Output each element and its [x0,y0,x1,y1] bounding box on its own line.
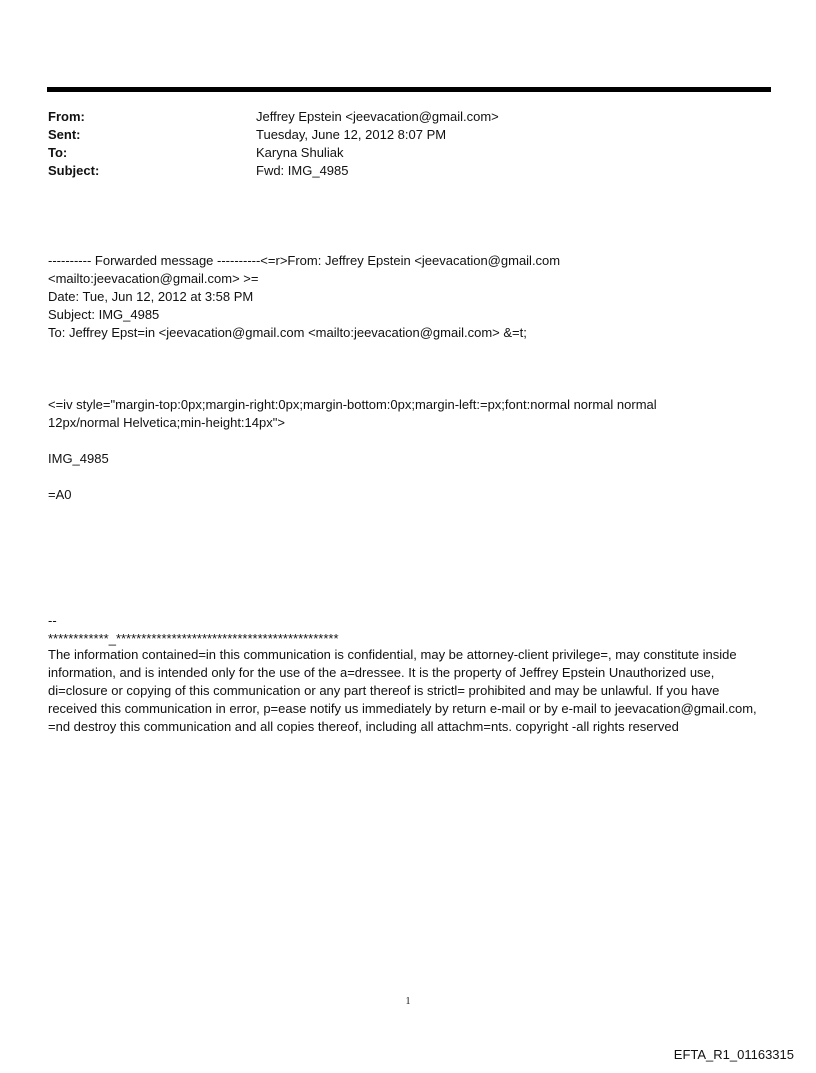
div-markup-block [48,396,772,432]
a0-text: =A0 [48,487,72,502]
forwarded-message-block [48,252,772,342]
from-label: From: [48,109,85,124]
subject-row [48,162,748,180]
signature-block [48,612,772,648]
forwarded-line-1: ---------- Forwarded message ----------<=r>From: Jeffrey Epstein <jeevacation@gmail.com [48,253,561,268]
from-value: Jeffrey Epstein <jeevacation@gmail.com> [256,109,499,124]
div-markup-line-1: <=iv style="margin-top:0px;margin-right:0px;margin-bottom:0px;margin-left:=px;font:normal normal normal [48,397,657,412]
image-name: IMG_4985 [48,451,109,466]
forwarded-to: To: Jeffrey Epst=in <jeevacation@gmail.com <mailto:jeevacation@gmail.com> &=t; [48,325,527,340]
document-id: EFTA_R1_01163315 [673,1047,794,1062]
subject-label: Subject: [48,163,100,178]
sent-label: Sent: [48,127,81,142]
confidentiality-disclaimer: The information contained=in this communication is confidential, may be attorney-client privilege=, may constitute inside information, and is intended only for the use of the a=dressee. It is the property of Jeffrey Epstein Unauthorized use, di=closure or copying of this communication or any part thereof is strictl= prohibited and may be unlawful. If you have received this communication in error, p=ease notify us immediately by return e-mail or by e-mail to jeevacation@gmail.com, =nd destroy this communication and all copies thereof, including all attachm=nts. copyright -all rights reserved [48,647,757,734]
email-header [48,108,748,180]
div-markup-line-2: 12px/normal Helvetica;min-height:14px"> [48,415,285,430]
subject-value: Fwd: IMG_4985 [256,163,349,178]
from-row [48,108,748,126]
sent-row [48,126,748,144]
page-number: 1 [405,996,411,1007]
forwarded-line-2: <mailto:jeevacation@gmail.com> >= [48,271,259,286]
forwarded-date: Date: Tue, Jun 12, 2012 at 3:58 PM [48,289,254,304]
forwarded-subject: Subject: IMG_4985 [48,307,160,322]
to-row [48,144,748,162]
to-value: Karyna Shuliak [256,145,344,160]
signature-stars: ************_******************************************** [48,631,339,646]
sent-value: Tuesday, June 12, 2012 8:07 PM [256,127,447,142]
signature-dashes: -- [48,613,57,628]
header-rule [47,87,771,92]
to-label: To: [48,145,68,160]
